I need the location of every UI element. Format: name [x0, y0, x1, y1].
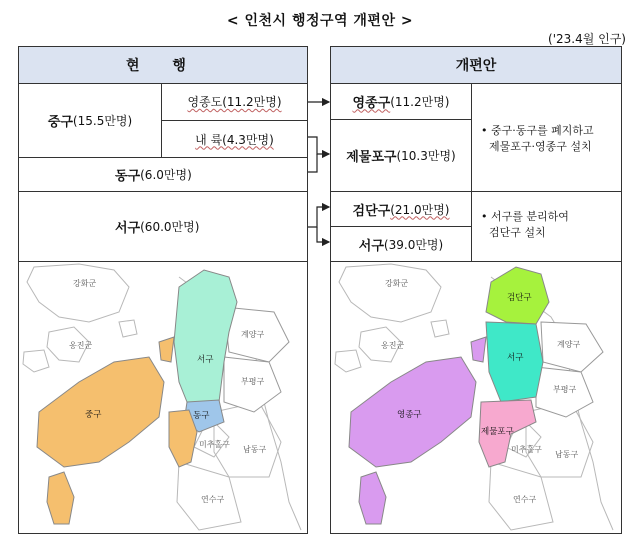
page-title: < 인천시 행정구역 개편안 > — [226, 13, 414, 29]
seo-name: 서구 — [115, 221, 141, 236]
dong-name: 동구 — [115, 169, 141, 184]
divider — [471, 83, 472, 261]
naeryuk-cell — [162, 121, 307, 157]
naeryuk-text: 내 륙(4.3만명) — [195, 132, 274, 147]
yeonsu-label: 연수구 — [201, 495, 225, 504]
dong-pop: (6.0만명) — [140, 168, 192, 182]
seo-cell — [19, 192, 307, 261]
current-header: 현 행 — [19, 47, 307, 84]
island-outline — [431, 320, 449, 337]
yeongjong-pop: (11.2만명) — [390, 94, 450, 109]
small-island — [471, 337, 486, 362]
proposal-header: 개편안 — [331, 47, 621, 84]
dong-map-label: 동구 — [193, 411, 210, 421]
island-outline — [23, 350, 49, 372]
seo-map-label: 서구 — [507, 353, 524, 363]
jung-name: 중구 — [47, 114, 73, 130]
population-note: ('23.4월 인구) — [548, 32, 626, 46]
seo-new-name: 서구 — [358, 238, 384, 254]
seo-new-cell — [331, 227, 471, 261]
ganghwa-label: 강화군 — [73, 279, 97, 288]
michuhol-label: 미추홀구 — [199, 440, 230, 449]
current-map — [19, 262, 307, 532]
jemulpo-pop: (10.3만명) — [396, 149, 456, 163]
small-island — [159, 337, 174, 362]
yeonsu-label: 연수구 — [513, 495, 537, 504]
jung-cell — [19, 83, 161, 157]
desc-merge-line1: • 중구·동구를 폐지하고 — [481, 124, 594, 137]
bupyeong-label: 부평구 — [553, 385, 577, 394]
arrow-jemulpo — [308, 137, 329, 154]
yeongjong-name: 영종구 — [352, 95, 391, 111]
ongjin-label: 옹진군 — [381, 341, 405, 350]
geomdan-map-label: 검단구 — [507, 293, 532, 303]
michuhol-label: 미추홀구 — [511, 445, 542, 454]
bupyeong-label: 부평구 — [241, 377, 265, 386]
dong-cell — [19, 158, 307, 191]
ganghwa-outline — [27, 264, 129, 322]
yeongjong-map-label: 영종구 — [397, 410, 422, 420]
desc-split-line2: 검단구 설치 — [489, 226, 546, 239]
geomdan-name: 검단구 — [352, 203, 391, 219]
geomdan-cell — [331, 192, 471, 226]
arrow-jemulpo-dong — [308, 154, 317, 172]
yeongjong-cell — [331, 83, 471, 119]
gyeyang-label: 계양구 — [241, 330, 265, 339]
ongjin-label: 옹진군 — [69, 341, 93, 350]
jemulpo-cell — [331, 120, 471, 191]
jung-pop: (15.5만명) — [72, 113, 133, 128]
arrow-geomdan — [308, 207, 329, 227]
island-outline — [335, 350, 361, 372]
namdong-label: 남동구 — [555, 450, 579, 459]
proposal-panel — [330, 46, 622, 534]
current-panel — [18, 46, 308, 534]
jung-south-island — [47, 472, 74, 524]
desc-split — [481, 209, 619, 241]
yeongjongdo-text: 영종도(11.2만명) — [187, 95, 282, 109]
arrow-seo — [317, 227, 329, 242]
desc-split-line1: • 서구를 분리하여 — [481, 210, 569, 223]
yeongjong-south-island — [359, 472, 386, 524]
jemulpo-name: 제물포구 — [346, 150, 397, 165]
ganghwa-label: 강화군 — [385, 279, 409, 288]
seo-pop: (60.0만명) — [140, 220, 200, 234]
namdong-label: 남동구 — [243, 445, 267, 454]
desc-merge — [481, 123, 619, 155]
ganghwa-outline — [339, 264, 441, 322]
geomdan-pop: (21.0만명) — [390, 202, 450, 217]
desc-merge-line2: 제물포구·영종구 설치 — [489, 140, 592, 153]
gyeyang-label: 계양구 — [557, 340, 581, 349]
seo-map-label: 서구 — [197, 355, 214, 365]
jemulpo-map-label: 제물포구 — [481, 427, 514, 437]
island-outline — [119, 320, 137, 337]
proposal-map — [331, 262, 621, 532]
seo-new-pop: (39.0만명) — [383, 237, 444, 252]
jung-map-label: 중구 — [85, 410, 102, 420]
yeongjongdo-cell — [162, 83, 307, 120]
